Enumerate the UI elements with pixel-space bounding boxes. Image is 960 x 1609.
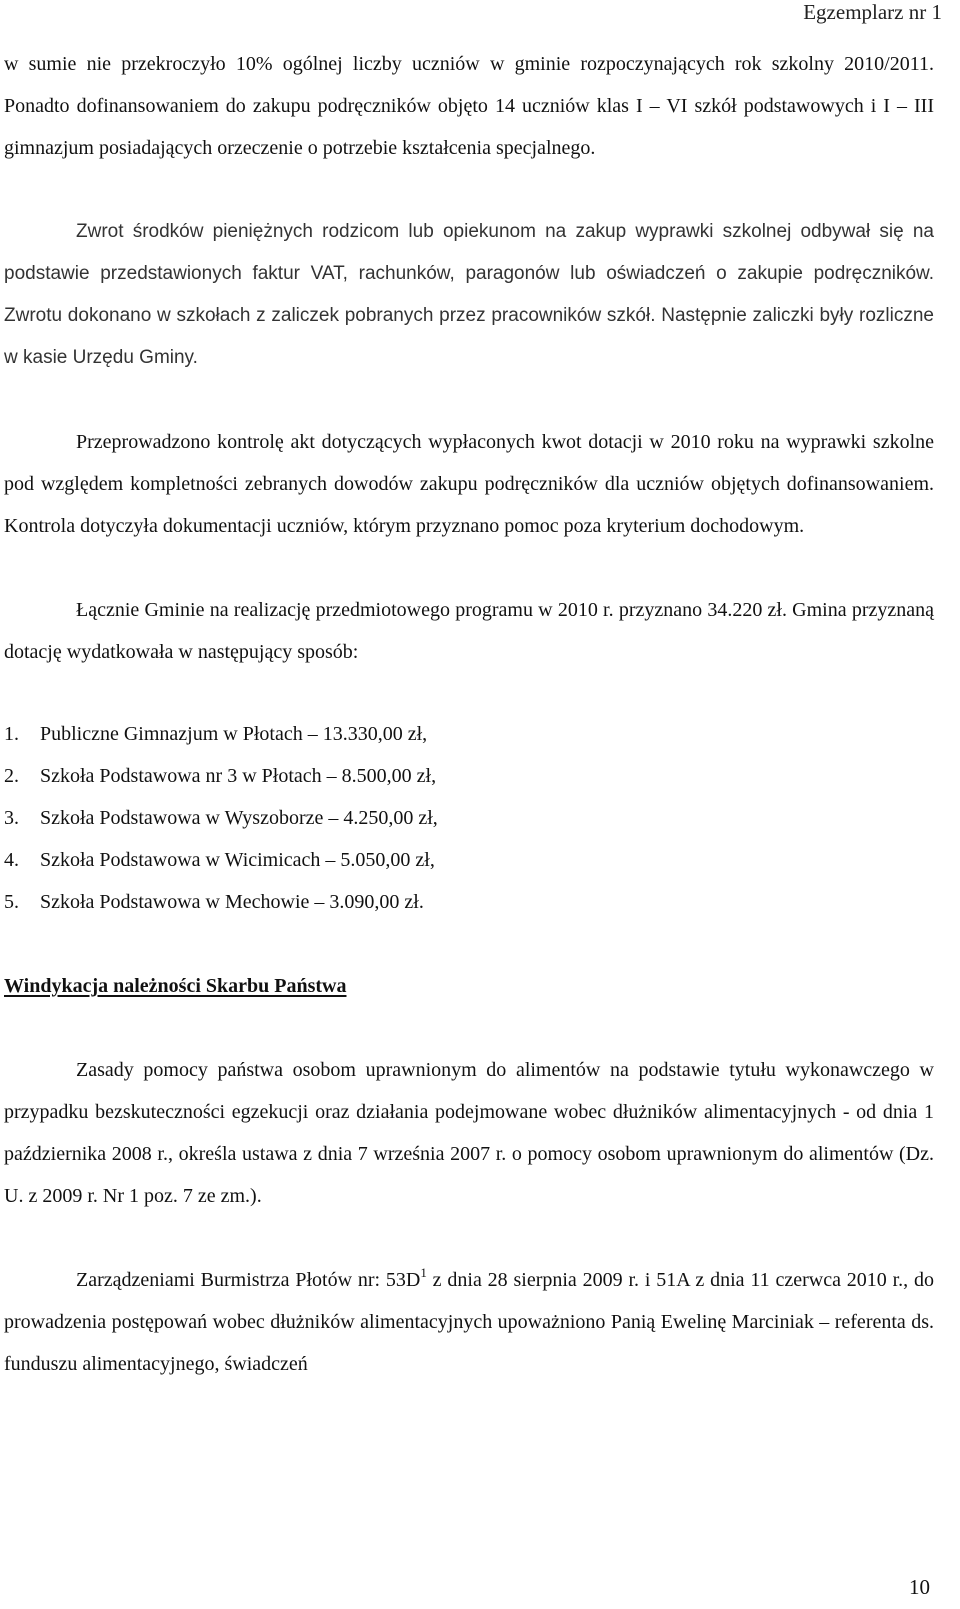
footnote-superscript: 1 xyxy=(420,1265,427,1280)
section-heading: Windykacja należności Skarbu Państwa xyxy=(4,975,347,997)
list-item-text: Szkoła Podstawowa w Wicimicach – 5.050,00 zł, xyxy=(40,849,435,871)
list-item-text: Szkoła Podstawowa w Wyszoborze – 4.250,00 zł, xyxy=(40,807,438,829)
list-item-number: 3. xyxy=(4,807,19,829)
list-item-text: Szkoła Podstawowa nr 3 w Płotach – 8.500,00 zł, xyxy=(40,765,437,787)
copy-number-label: Egzemplarz nr 1 xyxy=(803,0,942,24)
list-item xyxy=(4,755,934,797)
paragraph-refund-procedure: Zwrot środków pieniężnych rodzicom lub opiekunom na zakup wyprawki szkolnej odbywał się na podstawie przedstawionych faktur VAT, rachunków, paragonów lub oświadczeń o zakupie podręczników. Zwrotu dokonano w szkołach z zaliczek pobranych przez pracowników szkół. Następnie zaliczki były rozliczne w kasie Urzędu Gminy. xyxy=(4,221,934,368)
list-item-number: 5. xyxy=(4,891,19,913)
list-item-text: Szkoła Podstawowa w Mechowie – 3.090,00 zł. xyxy=(40,891,424,913)
list-item xyxy=(4,881,934,923)
mayor-orders-text-rest: z dnia 28 sierpnia 2009 r. i 51A z dnia 11 czerwca 2010 r., do prowadzenia postępowań wobec dłużników alimentacyjnych upoważniono Panią Ewelinę Marciniak – referenta ds. funduszu alimentacyjnego, świadczeń xyxy=(4,1269,935,1375)
list-item-number: 2. xyxy=(4,765,19,787)
list-item-number: 1. xyxy=(4,723,19,745)
paragraph-mayor-orders xyxy=(4,1259,934,1385)
paragraph-total-grant: Łącznie Gminie na realizację przedmiotowego programu w 2010 r. przyznano 34.220 zł. Gmina przyznaną dotację wydatkowała w następujący sposób: xyxy=(4,599,934,663)
list-item xyxy=(4,797,934,839)
paragraph-alimony-rules: Zasady pomocy państwa osobom uprawnionym do alimentów na podstawie tytułu wykonawczego w przypadku bezskuteczności egzekucji oraz działania podejmowane wobec dłużników alimentacyjnych - od dnia 1 października 2008 r., określa ustawa z dnia 7 września 2007 r. o pomocy osobom uprawnionym do alimentów (Dz. U. z 2009 r. Nr 1 poz. 7 ze zm.). xyxy=(4,1059,934,1207)
paragraph-textbook-funding: w sumie nie przekroczyło 10% ogólnej liczby uczniów w gminie rozpoczynających rok szkolny 2010/2011. Ponadto dofinansowaniem do zakupu podręczników objęto 14 uczniów klas I – VI szkół podstawowych i I – III gimnazjum posiadających orzeczenie o potrzebie kształcenia specjalnego. xyxy=(4,53,934,159)
list-item-text: Publiczne Gimnazjum w Płotach – 13.330,00 zł, xyxy=(40,723,428,745)
page-number: 10 xyxy=(909,1575,930,1599)
paragraph-documentation-audit: Przeprowadzono kontrolę akt dotyczących wypłaconych kwot dotacji w 2010 roku na wyprawki szkolne pod względem kompletności zebranych dowodów zakupu podręczników dla uczniów objętych dofinansowaniem. Kontrola dotyczyła dokumentacji uczniów, którym przyznano pomoc poza kryterium dochodowym. xyxy=(4,431,934,537)
allocation-list xyxy=(4,713,934,923)
list-item-number: 4. xyxy=(4,849,19,871)
mayor-orders-text-start: Zarządzeniami Burmistrza Płotów nr: 53D xyxy=(76,1269,421,1291)
list-item xyxy=(4,839,934,881)
document-body xyxy=(4,43,934,1385)
list-item xyxy=(4,713,934,755)
